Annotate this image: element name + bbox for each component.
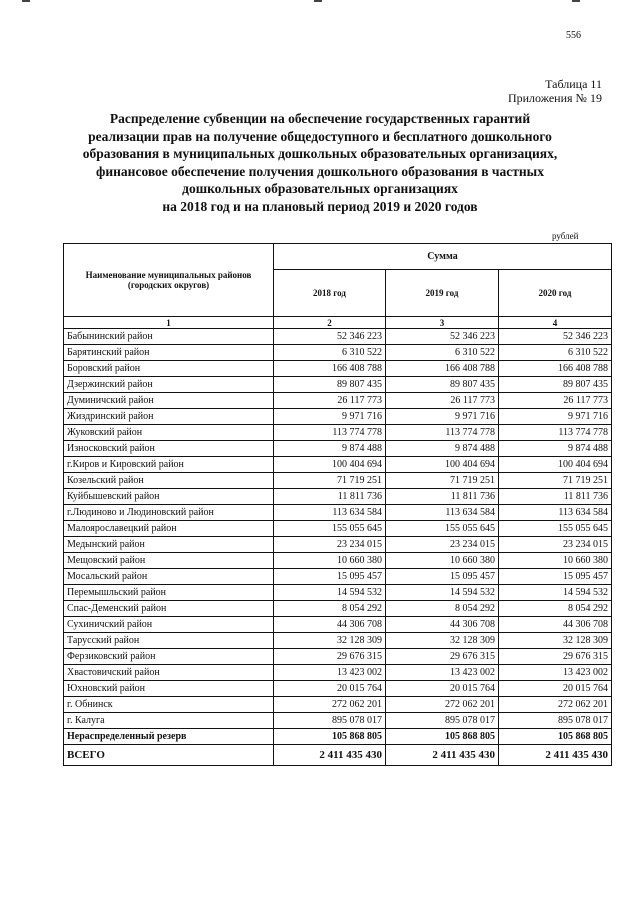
header-year-2018: 2018 год [274,270,386,317]
value-2020: 113 774 778 [499,425,612,441]
table-row [64,489,612,505]
district-name: Сухиничский район [64,617,274,633]
value-2019: 71 719 251 [386,473,499,489]
table-row [64,505,612,521]
column-number: 1 [64,317,274,329]
value-2020: 8 054 292 [499,601,612,617]
table-row [64,633,612,649]
district-name: Мещовский район [64,553,274,569]
value-2019: 895 078 017 [386,713,499,729]
district-name: Износковский район [64,441,274,457]
value-2018: 6 310 522 [274,345,386,361]
value-2020: 6 310 522 [499,345,612,361]
district-name: ВСЕГО [64,745,274,766]
district-name: г.Киров и Кировский район [64,457,274,473]
district-name: Жиздринский район [64,409,274,425]
table-row [64,425,612,441]
title-line: реализации прав на получение общедоступного и бесплатного дошкольного [88,128,552,144]
district-name: Жуковский район [64,425,274,441]
value-2020: 26 117 773 [499,393,612,409]
district-name: Барятинский район [64,345,274,361]
value-2019: 89 807 435 [386,377,499,393]
table-body [64,329,612,766]
table-row [64,585,612,601]
column-number: 3 [386,317,499,329]
value-2018: 155 055 645 [274,521,386,537]
value-2018: 10 660 380 [274,553,386,569]
value-2019: 20 015 764 [386,681,499,697]
value-2019: 52 346 223 [386,329,499,345]
value-2019: 23 234 015 [386,537,499,553]
value-2018: 23 234 015 [274,537,386,553]
value-2019: 2 411 435 430 [386,745,499,766]
value-2020: 71 719 251 [499,473,612,489]
title-line: на 2018 год и на плановый период 2019 и 2020 годов [162,198,478,214]
district-name: Думиничский район [64,393,274,409]
value-2020: 52 346 223 [499,329,612,345]
value-2019: 10 660 380 [386,553,499,569]
title-line: Распределение субвенции на обеспечение государственных гарантий [109,111,531,126]
value-2018: 52 346 223 [274,329,386,345]
value-2018: 29 676 315 [274,649,386,665]
table-row [64,441,612,457]
value-2019: 113 774 778 [386,425,499,441]
header-sum: Сумма [274,244,612,270]
value-2020: 15 095 457 [499,569,612,585]
title-line: финансовое обеспечение получения дошкольного образования в частных [96,163,544,179]
table-row [64,361,612,377]
value-2020: 32 128 309 [499,633,612,649]
total-row [64,745,612,766]
table-row [64,681,612,697]
value-2018: 895 078 017 [274,713,386,729]
value-2018: 71 719 251 [274,473,386,489]
value-2019: 15 095 457 [386,569,499,585]
value-2020: 89 807 435 [499,377,612,393]
table-row [64,521,612,537]
value-2020: 105 868 805 [499,729,612,745]
document-title [60,110,580,215]
value-2018: 11 811 736 [274,489,386,505]
district-name: Тарусский район [64,633,274,649]
value-2020: 10 660 380 [499,553,612,569]
value-2020: 100 404 694 [499,457,612,473]
district-name: Бабынинский район [64,329,274,345]
header-district-name: Наименование муниципальных районов (городских округов) [64,244,274,317]
value-2018: 113 774 778 [274,425,386,441]
district-name: Малоярославецкий район [64,521,274,537]
value-2018: 100 404 694 [274,457,386,473]
value-2018: 8 054 292 [274,601,386,617]
district-name: г.Людиново и Людиновский район [64,505,274,521]
value-2020: 2 411 435 430 [499,745,612,766]
table-row [64,665,612,681]
value-2018: 9 874 488 [274,441,386,457]
table-row [64,457,612,473]
value-2018: 14 594 532 [274,585,386,601]
value-2018: 26 117 773 [274,393,386,409]
value-2018: 89 807 435 [274,377,386,393]
value-2020: 11 811 736 [499,489,612,505]
table-row [64,377,612,393]
value-2020: 20 015 764 [499,681,612,697]
district-name: г. Калуга [64,713,274,729]
column-number: 4 [499,317,612,329]
value-2018: 13 423 002 [274,665,386,681]
district-name: Юхновский район [64,681,274,697]
value-2020: 272 062 201 [499,697,612,713]
district-name: Медынский район [64,537,274,553]
district-name: Куйбышевский район [64,489,274,505]
value-2018: 105 868 805 [274,729,386,745]
value-2020: 29 676 315 [499,649,612,665]
scan-mark [572,0,580,2]
value-2019: 105 868 805 [386,729,499,745]
value-2019: 8 054 292 [386,601,499,617]
value-2018: 44 306 708 [274,617,386,633]
value-2019: 14 594 532 [386,585,499,601]
value-2018: 166 408 788 [274,361,386,377]
value-2019: 100 404 694 [386,457,499,473]
scan-mark [314,0,322,2]
value-2020: 13 423 002 [499,665,612,681]
value-2020: 155 055 645 [499,521,612,537]
value-2019: 44 306 708 [386,617,499,633]
value-2018: 113 634 584 [274,505,386,521]
district-name: Боровский район [64,361,274,377]
table-row [64,713,612,729]
reserve-row [64,729,612,745]
header-year-2020: 2020 год [499,270,612,317]
value-2019: 113 634 584 [386,505,499,521]
page-number: 556 [566,30,581,41]
district-name: Нераспределенный резерв [64,729,274,745]
value-2019: 272 062 201 [386,697,499,713]
district-name: Хвастовичский район [64,665,274,681]
header-year-2019: 2019 год [386,270,499,317]
value-2020: 895 078 017 [499,713,612,729]
table-row [64,553,612,569]
district-name: Дзержинский район [64,377,274,393]
value-2019: 29 676 315 [386,649,499,665]
table-row [64,537,612,553]
value-2020: 9 874 488 [499,441,612,457]
district-name: Ферзиковский район [64,649,274,665]
table-row [64,393,612,409]
district-name: Козельский район [64,473,274,489]
value-2019: 13 423 002 [386,665,499,681]
table-row [64,569,612,585]
subvention-table [63,243,612,766]
value-2019: 32 128 309 [386,633,499,649]
value-2019: 166 408 788 [386,361,499,377]
district-name: Перемышльский район [64,585,274,601]
value-2020: 113 634 584 [499,505,612,521]
table-row [64,345,612,361]
value-2018: 32 128 309 [274,633,386,649]
title-line: образования в муниципальных дошкольных образовательных организациях, [82,146,558,161]
column-number: 2 [274,317,386,329]
value-2019: 11 811 736 [386,489,499,505]
units-label: рублей [552,231,579,241]
value-2019: 26 117 773 [386,393,499,409]
table-row [64,697,612,713]
table-row [64,649,612,665]
appendix-number: Приложения № 19 [507,91,602,105]
value-2018: 2 411 435 430 [274,745,386,766]
value-2019: 6 310 522 [386,345,499,361]
value-2018: 9 971 716 [274,409,386,425]
table-number: Таблица 11 [545,77,602,91]
table-reference [508,77,602,105]
district-name: Мосальский район [64,569,274,585]
district-name: г. Обнинск [64,697,274,713]
value-2018: 272 062 201 [274,697,386,713]
scan-mark [22,0,30,2]
value-2018: 20 015 764 [274,681,386,697]
value-2020: 166 408 788 [499,361,612,377]
value-2020: 23 234 015 [499,537,612,553]
value-2020: 9 971 716 [499,409,612,425]
title-line: дошкольных образовательных организациях [182,181,458,196]
table-row [64,329,612,345]
table-row [64,601,612,617]
value-2020: 44 306 708 [499,617,612,633]
value-2019: 9 874 488 [386,441,499,457]
district-name: Спас-Деменский район [64,601,274,617]
table-row [64,617,612,633]
value-2020: 14 594 532 [499,585,612,601]
value-2018: 15 095 457 [274,569,386,585]
value-2019: 155 055 645 [386,521,499,537]
table-row [64,409,612,425]
value-2019: 9 971 716 [386,409,499,425]
table-row [64,473,612,489]
